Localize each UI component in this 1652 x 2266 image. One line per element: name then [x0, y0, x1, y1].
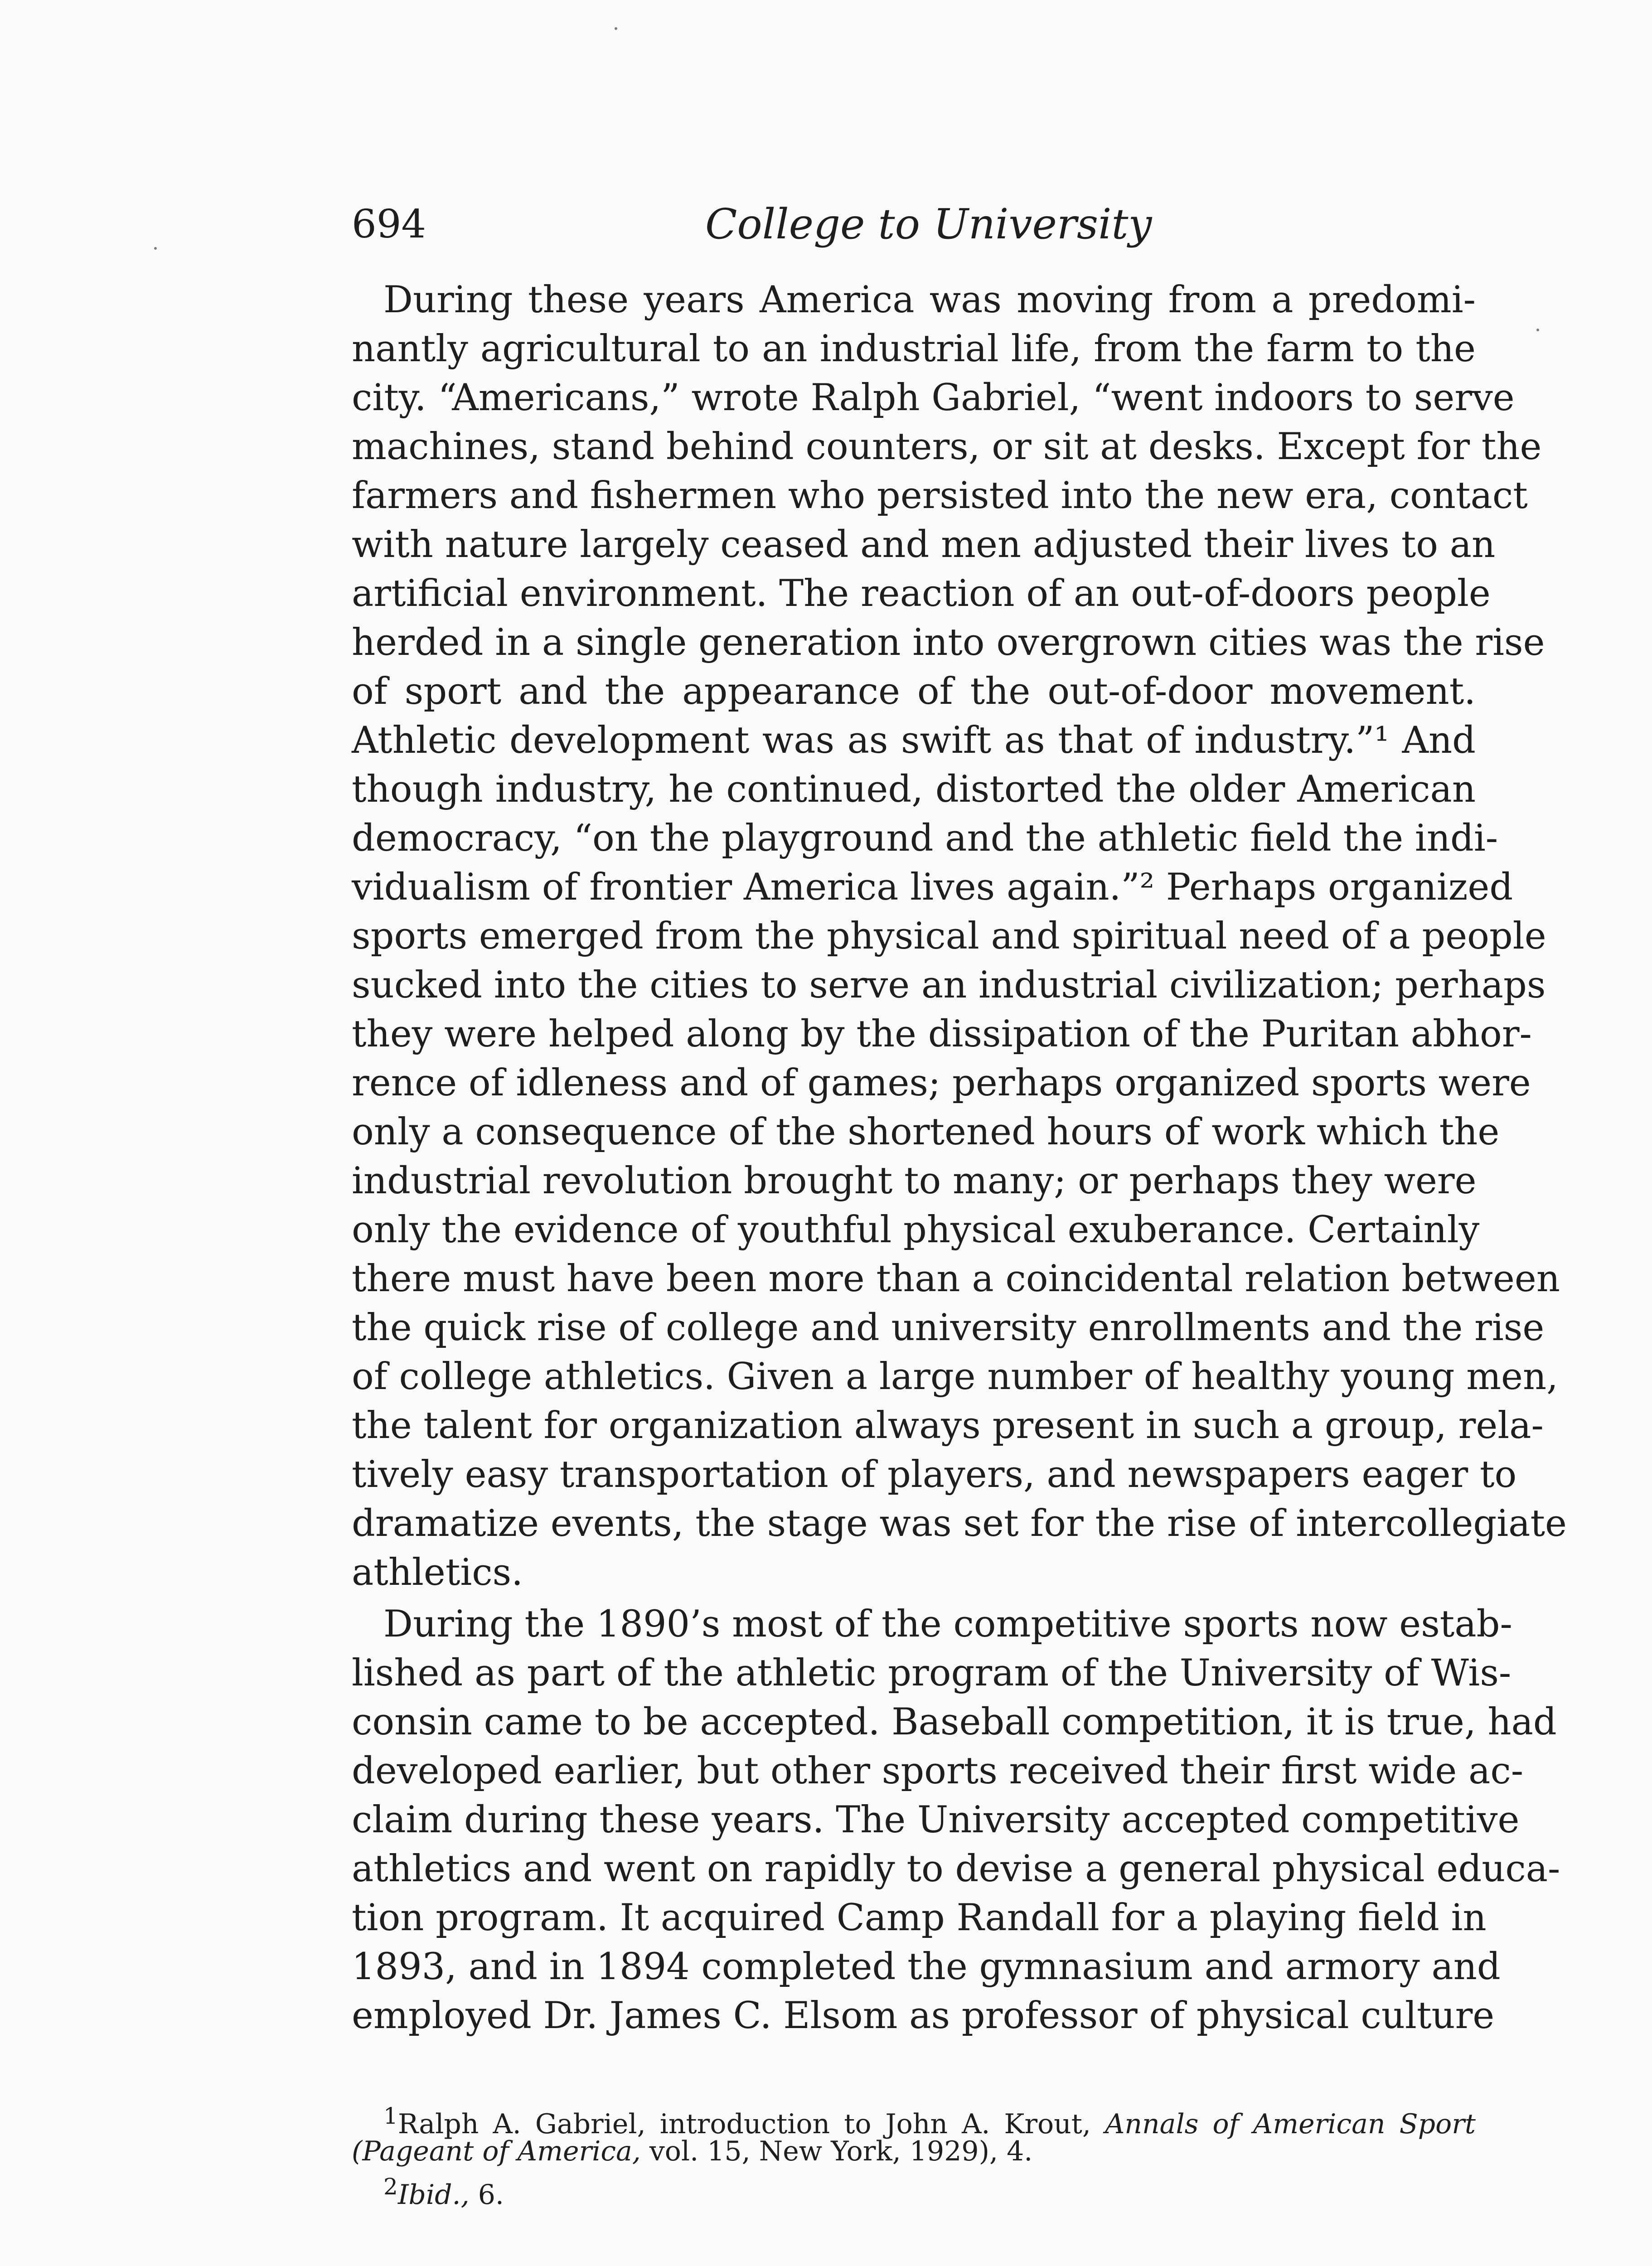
text-line: During the 1890’s most of the competitive sports now estab-	[383, 1603, 1512, 1646]
footnote-1-citation: vol. 15, New York, 1929), 4.	[640, 2135, 1033, 2167]
text-line: there must have been more than a coincidental relation between	[352, 1258, 1560, 1300]
footnote-1-book-title: Annals of American Sport	[1105, 2108, 1476, 2140]
footnote-1-line-1	[352, 2098, 1476, 2140]
text-line: consin came to be accepted. Baseball competition, it is true, had	[352, 1701, 1557, 1743]
footnote-2	[352, 2169, 1476, 2211]
text-line: athletics and went on rapidly to devise a general physical educa-	[352, 1848, 1560, 1890]
page-number: 694	[352, 202, 426, 247]
paper-speck	[1536, 329, 1539, 331]
text-line: farmers and fishermen who persisted into the new era, contact	[352, 475, 1528, 517]
page-header	[352, 199, 1478, 267]
text-line: lished as part of the athletic program of the University of Wis-	[352, 1652, 1512, 1695]
text-line: of sport and the appearance of the out-of-door movement.	[352, 670, 1476, 713]
text-line: nantly agricultural to an industrial life, from the farm to the	[352, 328, 1476, 370]
text-line: though industry, he continued, distorted the older American	[352, 768, 1476, 811]
text-line: city. “Americans,” wrote Ralph Gabriel, “went indoors to serve	[352, 377, 1515, 419]
text-line: with nature largely ceased and men adjusted their lives to an	[352, 523, 1496, 566]
footnote-2-ibid: Ibid.,	[397, 2179, 470, 2211]
footnote-2-text: 6.	[469, 2179, 504, 2211]
text-line: athletics.	[352, 1551, 523, 1594]
text-line: herded in a single generation into overgrown cities was the rise	[352, 621, 1545, 664]
text-line: democracy, “on the playground and the athletic field the indi-	[352, 817, 1498, 860]
text-line: the quick rise of college and university enrollments and the rise	[352, 1307, 1545, 1349]
text-line: vidualism of frontier America lives again.”² Perhaps organized	[352, 866, 1513, 909]
text-line: tion program. It acquired Camp Randall for a playing field in	[352, 1897, 1487, 1939]
text-line: sucked into the cities to serve an industrial civilization; perhaps	[352, 964, 1546, 1007]
text-line: of college athletics. Given a large number of healthy young men,	[352, 1356, 1558, 1398]
footnotes	[352, 2098, 1476, 2211]
text-line: 1893, and in 1894 completed the gymnasium and armory and	[352, 1946, 1501, 1988]
text-line: developed earlier, but other sports received their first wide ac-	[352, 1750, 1524, 1792]
text-line: employed Dr. James C. Elsom as professor of physical culture	[352, 1995, 1495, 2037]
text-line: During these years America was moving from a predomi-	[383, 279, 1476, 321]
paragraph-1	[352, 276, 1567, 1597]
text-line: the talent for organization always present in such a group, rela-	[352, 1404, 1544, 1447]
text-line: tively easy transportation of players, and newspapers eager to	[352, 1453, 1517, 1496]
body-text	[352, 276, 1567, 2040]
paper-speck	[615, 27, 617, 30]
text-line: they were helped along by the dissipation of the Puritan abhor-	[352, 1013, 1532, 1056]
footnote-1-series: (Pageant of America,	[352, 2135, 641, 2167]
paper-speck	[154, 247, 157, 250]
text-line: machines, stand behind counters, or sit at desks. Except for the	[352, 426, 1542, 468]
footnote-2-marker: 2	[383, 2174, 398, 2200]
paragraph-2	[352, 1600, 1560, 2040]
running-head: College to University	[705, 200, 1152, 248]
text-line: sports emerged from the physical and spiritual need of a people	[352, 915, 1546, 958]
text-line: only the evidence of youthful physical exuberance. Certainly	[352, 1209, 1480, 1251]
footnote-1-marker: 1	[383, 2103, 398, 2129]
text-line: rence of idleness and of games; perhaps organized sports were	[352, 1062, 1531, 1104]
text-line: Athletic development was as swift as that of industry.”¹ And	[352, 719, 1476, 762]
text-line: only a consequence of the shortened hours of work which the	[352, 1111, 1500, 1153]
footnote-1-text: Ralph A. Gabriel, introduction to John A. Krout,	[397, 2108, 1105, 2140]
text-line: artificial environment. The reaction of an out-of-doors people	[352, 572, 1491, 615]
text-line: industrial revolution brought to many; or perhaps they were	[352, 1160, 1477, 1202]
text-line: dramatize events, the stage was set for the rise of intercollegiate	[352, 1502, 1567, 1545]
text-line: claim during these years. The University accepted competitive	[352, 1799, 1520, 1841]
